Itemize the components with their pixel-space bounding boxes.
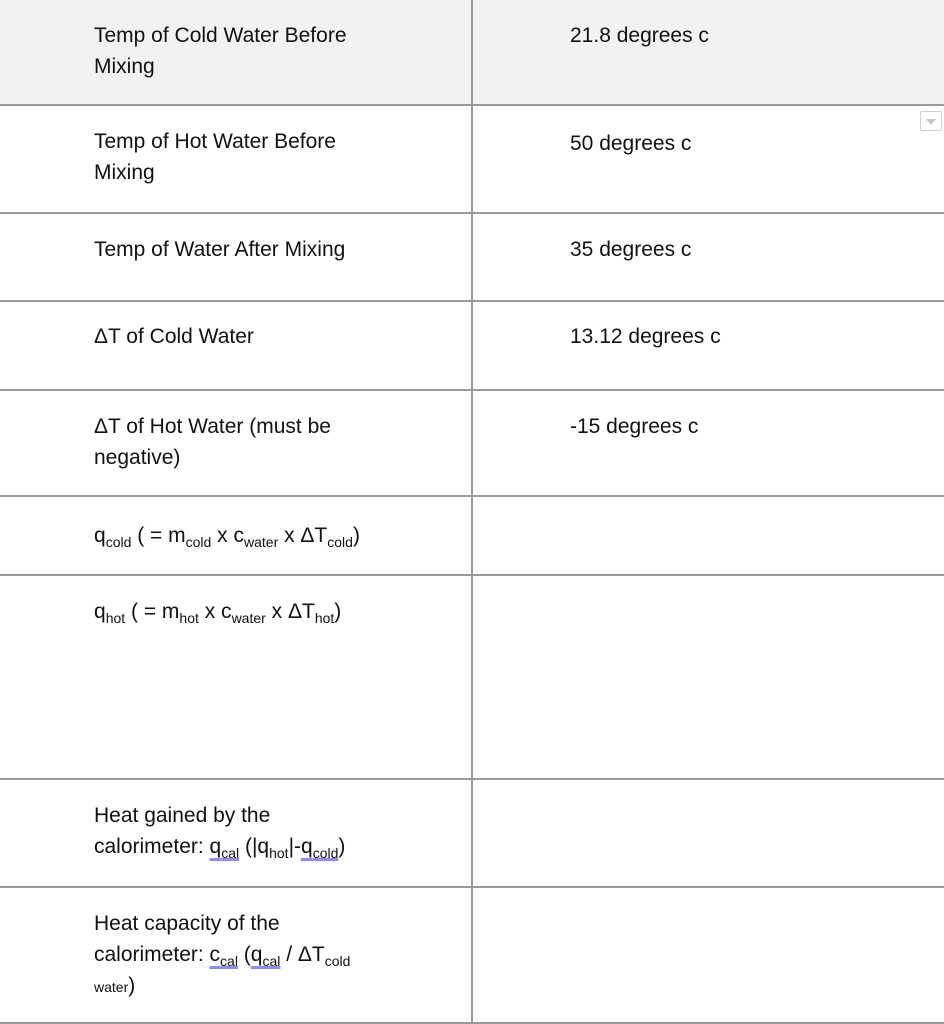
- value-after-mixing[interactable]: 35 degrees c: [570, 238, 692, 261]
- formula-q-cold: $q_{cold}$ ( = $m_{cold}$ x $c_{water}$ x $\Delta T_{cold}$): [94, 524, 360, 550]
- value-hot-before[interactable]: 50 degrees c: [570, 132, 692, 155]
- value-dt-cold[interactable]: 13.12 degrees c: [570, 325, 721, 348]
- value-q-cold[interactable]: [570, 520, 910, 560]
- value-dt-hot[interactable]: -15 degrees c: [570, 415, 699, 438]
- label-dt-cold: ΔT of Cold Water: [94, 325, 254, 348]
- label-after-mixing: Temp of Water After Mixing: [94, 238, 346, 261]
- label-cold-before: Temp of Cold Water Before Mixing: [94, 24, 347, 78]
- label-heat-capacity: Heat capacity of the calorimeter: $c_{cal}$ ($q_{cal} / \Delta T_{cold}$ water): [94, 912, 351, 997]
- label-hot-before: Temp of Hot Water Before Mixing: [94, 130, 336, 184]
- dropdown-icon[interactable]: [920, 111, 942, 131]
- label-heat-gained: Heat gained by the calorimeter: $q_{cal}$ $(|q_{hot}|-q_{cold})$: [94, 804, 346, 861]
- value-heat-capacity[interactable]: [570, 908, 910, 948]
- value-cold-before[interactable]: 21.8 degrees c: [570, 24, 709, 47]
- label-dt-hot: ΔT of Hot Water (must be negative): [94, 415, 331, 469]
- value-heat-gained[interactable]: [570, 800, 910, 840]
- formula-q-hot: $q_{hot}$ ( = $m_{hot}$ x $c_{water}$ x $\Delta T_{hot}$): [94, 600, 342, 626]
- value-q-hot[interactable]: [570, 596, 910, 636]
- column-divider: [471, 0, 473, 1024]
